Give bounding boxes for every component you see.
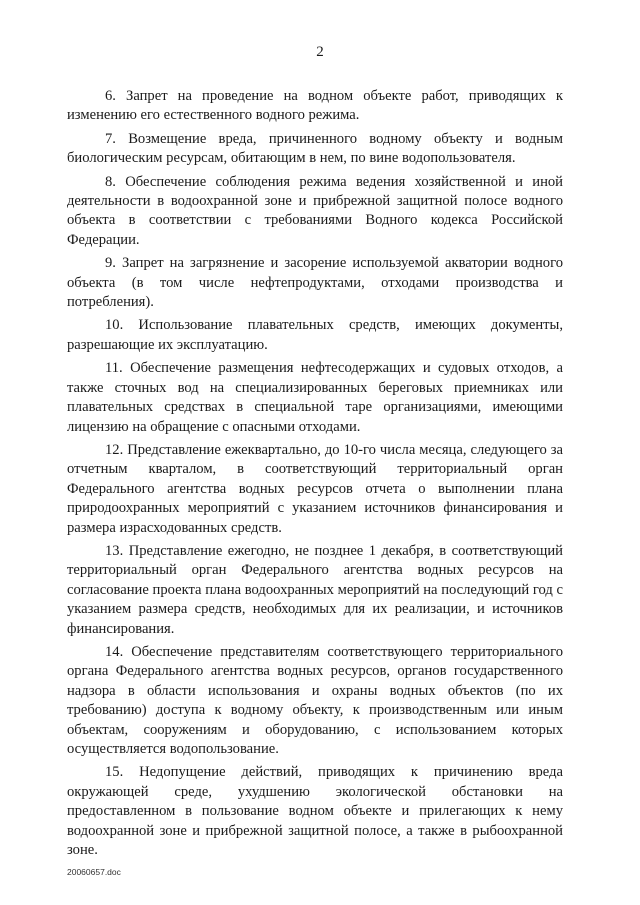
paragraph-item-13: 13. Представление ежегодно, не позднее 1 декабря, в соответствующий территориальный орган Федерального агентства водных ресурсов на согласование проекта плана водоохранных мероприятий на последующий год с указанием размера средств, необходимых для их реализации, и источников финансирования. [67,542,563,637]
footer-filename: 20060657.doc [67,867,121,877]
document-body [67,87,563,864]
paragraph-item-14: 14. Обеспечение представителям соответствующего территориального органа Федерального агентства водных ресурсов, органов государственного надзора в области использования и охраны водных объектов (по их требованию) доступа к водному объекту, к производственным или иным объектам, сооружениям и оборудованию, с использованием которых осуществляется водопользование. [67,643,563,757]
paragraph-item-8: 8. Обеспечение соблюдения режима ведения хозяйственной и иной деятельности в водоохранной зоне и прибрежной защитной полосе водного объекта в соответствии с требованиями Водного кодекса Российской Федерации. [67,173,563,248]
paragraph-item-6: 6. Запрет на проведение на водном объекте работ, приводящих к изменению его естественного водного режима. [67,88,563,124]
paragraph-item-9: 9. Запрет на загрязнение и засорение используемой акватории водного объекта (в том числе нефтепродуктами, отходами производства и потребления). [67,255,563,311]
paragraph-item-11: 11. Обеспечение размещения нефтесодержащих и судовых отходов, а также сточных вод на специализированных береговых приемниках или плавательных средствах в специальной таре организациями, имеющими лицензию на обращение с опасными отходами. [67,360,563,435]
paragraph-item-15: 15. Недопущение действий, приводящих к причинению вреда окружающей среде, ухудшению экологической обстановки на предоставленном в пользование водном объекте и прилегающих к нему водоохранной зоне и прибрежной защитной полосе, а также в рыбоохранной зоне. [67,764,563,859]
paragraph-item-12: 12. Представление ежеквартально, до 10-го числа месяца, следующего за отчетным кварталом, в соответствующий территориальный орган Федерального агентства водных ресурсов отчета о выполнении плана природоохранных мероприятий с указанием источников финансирования и размера израсходованных средств. [67,441,563,536]
paragraph-item-10: 10. Использование плавательных средств, имеющих документы, разрешающие их эксплуатацию. [67,317,563,353]
paragraph-item-7: 7. Возмещение вреда, причиненного водному объекту и водным биологическим ресурсам, обитающим в нем, по вине водопользователя. [67,130,563,167]
page-number: 2 [316,44,324,60]
